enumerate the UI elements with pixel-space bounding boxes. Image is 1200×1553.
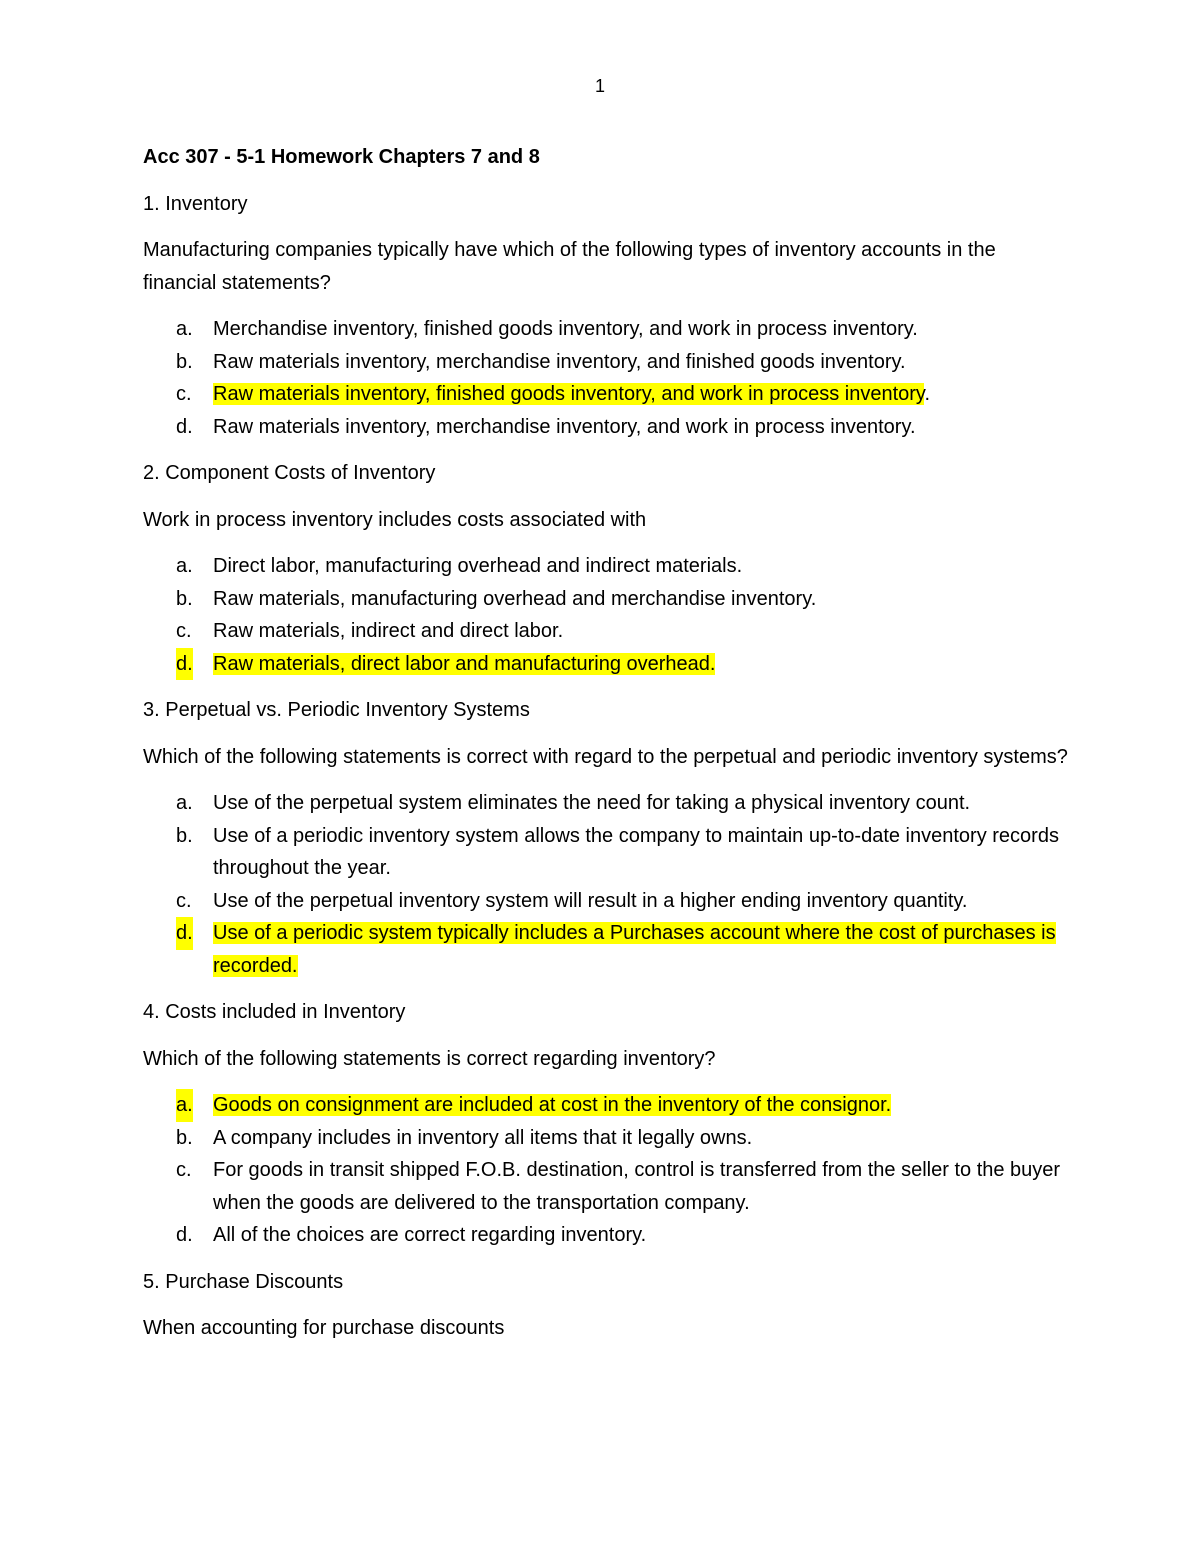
option-text: Direct labor, manufacturing overhead and indirect materials.	[213, 555, 743, 577]
answer-option-highlighted	[143, 1089, 1073, 1122]
option-letter: a.	[176, 1089, 193, 1122]
answer-option	[143, 820, 1073, 885]
answer-option	[143, 787, 1073, 820]
answer-option	[143, 583, 1073, 616]
question-prompt: Manufacturing companies typically have which of the following types of inventory accounts in the financial statements?	[143, 239, 996, 294]
question-prompt: Which of the following statements is correct regarding inventory?	[143, 1047, 716, 1070]
option-letter: d.	[176, 415, 193, 438]
answer-option-highlighted	[143, 648, 1073, 681]
option-letter: a.	[176, 555, 193, 577]
option-trailing-period: .	[924, 383, 931, 405]
answer-options	[143, 550, 1073, 680]
option-text: Use of the perpetual system eliminates the need for taking a physical inventory count.	[213, 792, 971, 814]
question-5	[143, 1266, 1073, 1345]
option-letter: c.	[176, 889, 192, 912]
option-text: Raw materials, indirect and direct labor.	[213, 620, 564, 642]
answer-option	[143, 346, 1073, 379]
option-letter: d.	[176, 917, 193, 950]
option-letter: c.	[176, 620, 192, 642]
option-letter: d.	[176, 1224, 193, 1246]
option-text: Merchandise inventory, finished goods inventory, and work in process inventory.	[213, 318, 918, 340]
answer-option	[143, 550, 1073, 583]
answer-option	[143, 1154, 1073, 1219]
document-body	[143, 141, 1073, 1359]
option-text: Use of a periodic inventory system allows the company to maintain up-to-date inventory records throughout the year.	[213, 824, 1059, 879]
option-letter: a.	[176, 318, 193, 340]
question-prompt: When accounting for purchase discounts	[143, 1317, 505, 1339]
highlighted-option-text: Raw materials inventory, finished goods inventory, and work in process inventory	[213, 383, 925, 405]
question-heading: 1. Inventory	[143, 192, 248, 215]
answer-option	[143, 1219, 1073, 1252]
option-text: Raw materials, manufacturing overhead and merchandise inventory.	[213, 587, 817, 610]
option-letter: a.	[176, 792, 193, 814]
answer-options	[143, 787, 1073, 982]
question-heading: 5. Purchase Discounts	[143, 1270, 344, 1293]
option-text: For goods in transit shipped F.O.B. destination, control is transferred from the seller to the buyer when the goods are delivered to the transportation company.	[213, 1159, 1061, 1214]
question-heading: 3. Perpetual vs. Periodic Inventory Systems	[143, 699, 530, 721]
question-prompt: Work in process inventory includes costs associated with	[143, 508, 647, 531]
question-prompt: Which of the following statements is correct with regard to the perpetual and periodic inventory systems?	[143, 745, 1068, 768]
option-letter: b.	[176, 1126, 193, 1149]
option-letter: b.	[176, 350, 193, 373]
question-1	[143, 188, 1073, 444]
option-letter: c.	[176, 383, 192, 405]
option-text: Raw materials inventory, merchandise inventory, and finished goods inventory.	[213, 350, 906, 373]
highlighted-option-text: Goods on consignment are included at cost in the inventory of the consignor.	[213, 1094, 892, 1116]
answer-option	[143, 1122, 1073, 1155]
answer-options	[143, 1089, 1073, 1252]
option-letter: b.	[176, 824, 193, 847]
answer-option	[143, 313, 1073, 346]
answer-option	[143, 885, 1073, 918]
option-text: A company includes in inventory all items that it legally owns.	[213, 1126, 753, 1149]
document-title: Acc 307 - 5-1 Homework Chapters 7 and 8	[143, 146, 540, 168]
option-letter: b.	[176, 587, 193, 610]
option-letter: d.	[176, 648, 193, 681]
highlighted-option-text: Use of a periodic system typically includes a Purchases account where the cost of purchases is recorded.	[213, 922, 1056, 977]
question-4	[143, 996, 1073, 1252]
page-number: 1	[594, 76, 605, 96]
answer-option-highlighted	[143, 378, 1073, 411]
answer-option	[143, 411, 1073, 444]
answer-option	[143, 615, 1073, 648]
option-letter: c.	[176, 1159, 192, 1181]
answer-option-highlighted	[143, 917, 1073, 982]
question-heading: 2. Component Costs of Inventory	[143, 462, 436, 484]
option-text: All of the choices are correct regarding inventory.	[213, 1224, 647, 1246]
answer-options	[143, 313, 1073, 443]
highlighted-option-text: Raw materials, direct labor and manufacturing overhead.	[213, 652, 716, 675]
question-3	[143, 694, 1073, 982]
option-text: Use of the perpetual inventory system will result in a higher ending inventory quantity.	[213, 889, 968, 912]
question-2	[143, 457, 1073, 680]
option-text: Raw materials inventory, merchandise inventory, and work in process inventory.	[213, 415, 916, 438]
question-heading: 4. Costs included in Inventory	[143, 1001, 406, 1023]
